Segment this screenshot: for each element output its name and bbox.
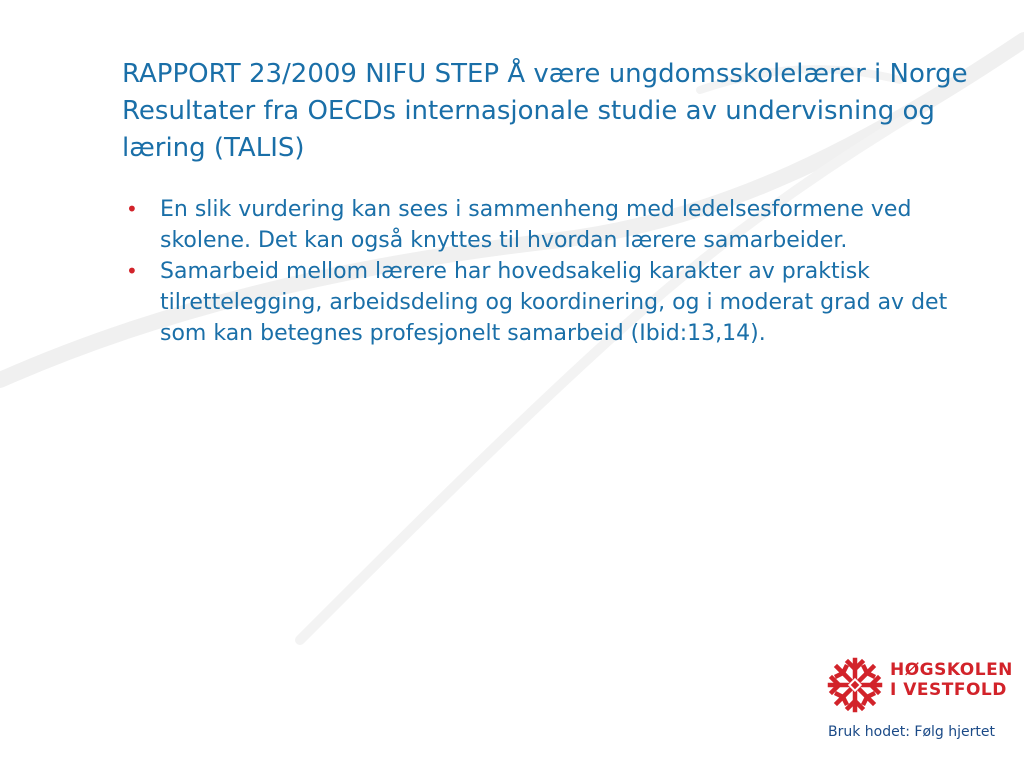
bullet-item [122, 256, 962, 349]
slide-title: RAPPORT 23/2009 NIFU STEP Å være ungdomsskolelærer i Norge Resultater fra OECDs internasjonale studie av undervisning og læring (TALIS) [122, 59, 968, 163]
bullet-icon: • [126, 197, 138, 221]
bullet-text: Samarbeid mellom lærere har hovedsakelig karakter av praktisk tilrettelegging, arbeidsdeling og koordinering, og i moderat grad av det som kan betegnes profesjonelt samarbeid (Ibid:13,14). [160, 259, 948, 346]
logo-tagline: Bruk hodet: Følg hjertet [828, 724, 995, 740]
college-logo [824, 652, 1014, 752]
bullet-item [122, 194, 962, 256]
bullet-icon: • [126, 259, 138, 283]
bullet-text: En slik vurdering kan sees i sammenheng med ledelsesformene ved skolene. Det kan også knyttes til hvordan lærere samarbeider. [160, 197, 912, 253]
bullet-list [122, 194, 962, 349]
logo-name-line2: I VESTFOLD [890, 680, 1007, 700]
logo-name [890, 660, 1013, 700]
logo-name-line1: HØGSKOLEN [890, 660, 1013, 680]
snowflake-heart-icon [826, 656, 884, 714]
